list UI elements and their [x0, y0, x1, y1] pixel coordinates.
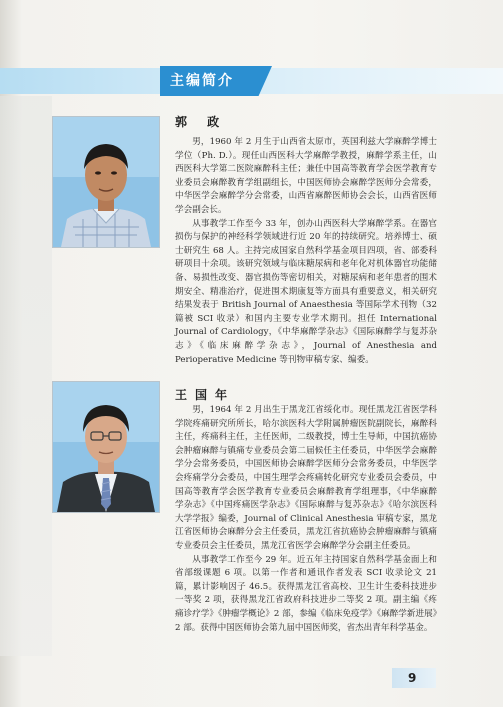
editor-1-bio-paragraph-2: 从事教学工作至今 33 年，创办山西医科大学麻醉学系。在器官损伤与保护的神经科学领域进行近 20 年的持续研究。培养博士、硕士研究生 68 人。主持完成国家自然科学基金项目四项，省、部委科研项目十余项。该研究领域与临床糖尿病和老年化对机体器官功能储备、易损性改变、器官损伤等密切相关，对糖尿病和老年患者的围术期安全、精准治疗，促进围术期康复等方面具有重要意义，相关研究结果发表于 British Journal of Anaesthesia 等国际学术刊物（32 篇被 SCI 收录）和国内主要专业学术期刊。担任 International Journal of Cardiology，《中华麻醉学杂志》《国际麻醉学与复苏杂志》《临床麻醉学杂志》，Journal of Anesthesia and Perioperative Medicine 等刊物审稿专家、编委。	[175, 218, 437, 365]
editor-2-bio	[175, 404, 437, 635]
editor-1-photo	[52, 116, 160, 248]
left-decoration	[0, 96, 52, 656]
editor-2-bio-paragraph-2: 从事教学工作至今 29 年。近五年主持国家自然科学基金面上和省部级课题 6 项。以第一作者和通讯作者发表 SCI 收录论文 21 篇，累计影响因子 46.5。获得黑龙江省高校、卫生计生委科技进步一等奖 2 项，获得黑龙江省政府科技进步二等奖 2 项。副主编《疼痛诊疗学》《肿瘤学概论》2 部，参编《临床免疫学》《麻醉学新进展》2 部。获得中国医师协会第九届中国医师奖，省杰出青年科学基金。	[175, 554, 437, 633]
editor-1-name: 郭 政	[175, 115, 228, 129]
editor-2-name: 王国年	[175, 388, 236, 402]
editor-1-bio-paragraph-1: 男，1960 年 2 月生于山西省太原市，英国利兹大学麻醉学博士学位（Ph. D.）。现任山西医科大学麻醉学教授，麻醉学系主任，山西医科大学第二医院麻醉科主任；兼任中国高等教育学会医学教育专业委员会麻醉教育学组副组长，中国医师协会麻醉学医师分会常委，中华医学会麻醉学分会常委，山西省麻醉医师协会会长，山西省医师学会副会长。	[175, 137, 437, 215]
editor-1-bio	[175, 136, 437, 367]
section-title: 主编简介	[170, 73, 234, 89]
editor-2-photo	[52, 381, 160, 513]
editor-2-bio-paragraph-1: 男，1964 年 2 月出生于黑龙江省绥化市。现任黑龙江省医学科学院疼痛研究所所长，哈尔滨医科大学附属肿瘤医院副院长，麻醉科主任，疼痛科主任，主任医师，二级教授，博士生导师，中国抗癌协会肿瘤麻醉与镇痛专业委员会第二届候任主任委员，中华医学会麻醉学分会常务委员，中国医师协会麻醉学医师分会常务委员，中华医学会疼痛学分会委员，中国生理学会疼痛转化研究专业委员会委员，中国高等教育学会医学教育专业委员会麻醉教育学组理事，《中华麻醉学杂志》《中国疼痛医学杂志》《国际麻醉与复苏杂志》《哈尔滨医科大学学报》编委，Journal of Clinical Anesthesia 审稿专家，黑龙江省医师协会麻醉分会主任委员，黑龙江省抗癌协会肿瘤麻醉与镇痛专业委员会主任委员，黑龙江省医学会麻醉学分会副主任委员。	[175, 405, 437, 551]
page-number: 9	[408, 671, 417, 685]
